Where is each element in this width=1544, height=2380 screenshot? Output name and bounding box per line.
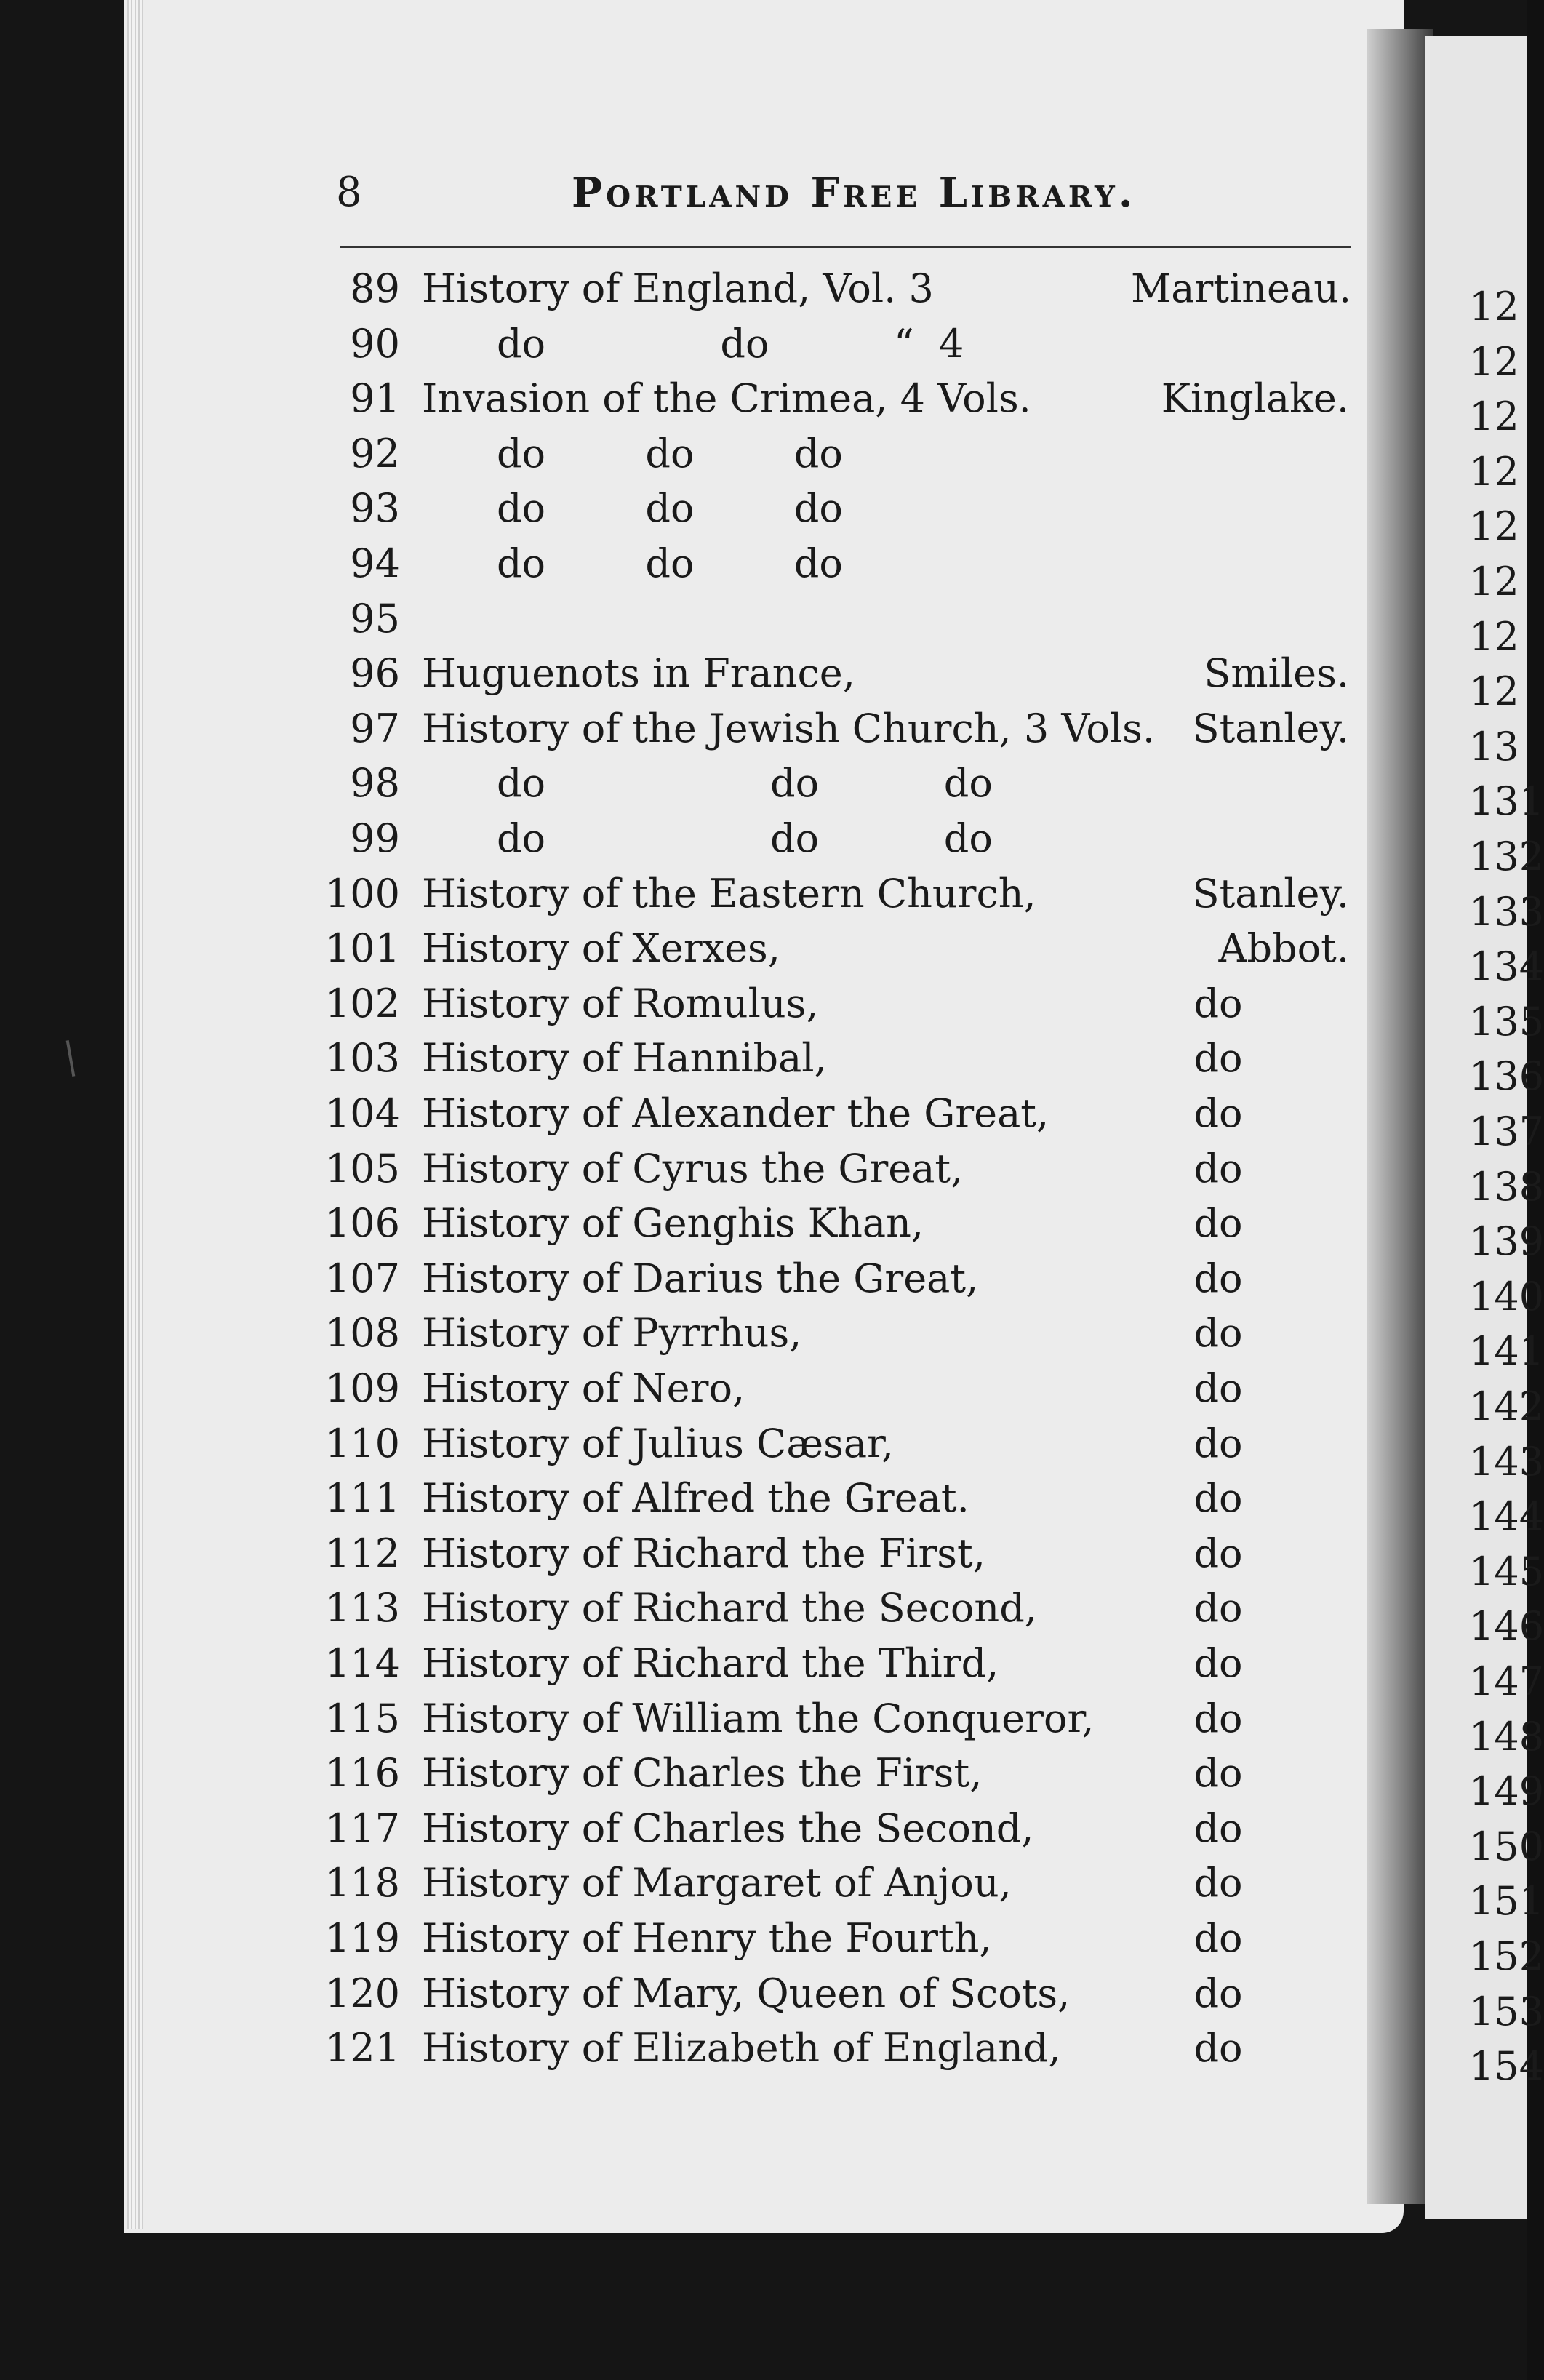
catalog-entry xyxy=(0,1090,1404,1146)
entry-author: do xyxy=(1193,1200,1243,1247)
entry-number: 111 xyxy=(324,1475,400,1522)
adjacent-entry-number: 13 xyxy=(1469,723,1519,770)
entry-author: do xyxy=(1193,1035,1243,1082)
catalog-entry xyxy=(0,706,1404,761)
entry-number: 118 xyxy=(324,1860,400,1906)
entry-number: 116 xyxy=(324,1750,400,1797)
adjacent-entry-number: 136 xyxy=(1469,1053,1544,1100)
catalog-entry xyxy=(0,925,1404,981)
adjacent-entry-number: 143 xyxy=(1469,1438,1544,1485)
catalog-entry xyxy=(0,321,1404,376)
entry-number: 100 xyxy=(324,870,400,917)
adjacent-entry-number: 12 xyxy=(1469,284,1519,330)
entry-number: 103 xyxy=(324,1035,400,1082)
catalog-entry xyxy=(0,431,1404,486)
entry-number: 109 xyxy=(324,1365,400,1411)
running-title: Portland Free Library. xyxy=(572,169,1137,217)
adjacent-entry-number: 12 xyxy=(1469,448,1519,495)
entry-author: do xyxy=(1193,1695,1243,1741)
entry-number: 121 xyxy=(324,2025,400,2072)
catalog-entry xyxy=(0,1475,1404,1530)
entry-title: History of Henry the Fourth, xyxy=(422,1915,992,1961)
entry-number: 89 xyxy=(350,265,400,311)
catalog-entry xyxy=(0,760,1404,815)
adjacent-entry-number: 135 xyxy=(1469,998,1544,1045)
entry-author: do xyxy=(1193,1805,1243,1851)
entry-author: Kinglake. xyxy=(1161,375,1349,422)
entry-number: 95 xyxy=(350,595,400,642)
entry-title: Invasion of the Crimea, 4 Vols. xyxy=(422,375,1031,422)
catalog-entry xyxy=(0,1640,1404,1696)
adjacent-entry-number: 133 xyxy=(1469,888,1544,935)
catalog-entry xyxy=(0,265,1404,321)
entry-author: do xyxy=(1193,1585,1243,1632)
catalog-entry xyxy=(0,2025,1404,2080)
entry-title: History of Cyrus the Great, xyxy=(422,1145,964,1191)
adjacent-entry-number: 153 xyxy=(1469,1988,1544,2034)
entry-number: 112 xyxy=(324,1530,400,1576)
entry-title: History of Richard the Second, xyxy=(422,1585,1037,1632)
entry-number: 115 xyxy=(324,1695,400,1741)
entry-title: History of Romulus, xyxy=(422,980,819,1026)
entry-author: do xyxy=(1193,1970,1243,2016)
entry-number: 108 xyxy=(324,1310,400,1357)
entry-number: 104 xyxy=(324,1090,400,1136)
entry-author: do xyxy=(1193,1310,1243,1357)
catalog-entry xyxy=(0,485,1404,540)
entry-title: History of Darius the Great, xyxy=(422,1255,979,1301)
entry-title: do do do xyxy=(422,760,993,807)
entry-title: History of Richard the Third, xyxy=(422,1640,999,1686)
entry-title: History of Pyrrhus, xyxy=(422,1310,802,1357)
entry-number: 98 xyxy=(350,760,400,807)
adjacent-entry-number: 148 xyxy=(1469,1713,1544,1760)
adjacent-entry-number: 142 xyxy=(1469,1383,1544,1429)
entry-author: do xyxy=(1193,1860,1243,1906)
entry-number: 93 xyxy=(350,485,400,532)
entry-author: do xyxy=(1193,1365,1243,1411)
entry-number: 97 xyxy=(350,705,400,751)
entry-title: History of Genghis Khan, xyxy=(422,1200,924,1247)
entry-author: Martineau. xyxy=(1131,265,1352,311)
entry-number: 101 xyxy=(324,925,400,972)
entry-author: do xyxy=(1193,1750,1243,1797)
catalog-entry xyxy=(0,1970,1404,2026)
entry-title: History of Elizabeth of England, xyxy=(422,2025,1061,2072)
catalog-entry xyxy=(0,1200,1404,1255)
entry-title: do do do xyxy=(422,540,843,586)
entry-number: 99 xyxy=(350,815,400,861)
entry-number: 102 xyxy=(324,980,400,1026)
entry-number: 107 xyxy=(324,1255,400,1301)
entry-number: 117 xyxy=(324,1805,400,1851)
entry-title: do do do xyxy=(422,485,843,532)
adjacent-entry-number: 131 xyxy=(1469,778,1544,825)
adjacent-entry-number: 12 xyxy=(1469,668,1519,715)
entry-title: History of Alfred the Great. xyxy=(422,1475,969,1522)
adjacent-entry-number: 12 xyxy=(1469,503,1519,550)
entry-number: 96 xyxy=(350,650,400,697)
entry-author: Stanley. xyxy=(1192,870,1349,917)
adjacent-entry-number: 141 xyxy=(1469,1328,1544,1375)
adjacent-entry-number: 146 xyxy=(1469,1603,1544,1650)
adjacent-entry-number: 132 xyxy=(1469,834,1544,879)
adjacent-entry-number: 12 xyxy=(1469,613,1519,660)
entry-number: 120 xyxy=(324,1970,400,2016)
entry-number: 110 xyxy=(324,1420,400,1466)
adjacent-entry-number: 12 xyxy=(1469,559,1519,604)
entry-author: do xyxy=(1193,980,1243,1026)
catalog-entry xyxy=(0,1530,1404,1586)
entry-title: History of the Jewish Church, 3 Vols. xyxy=(422,705,1156,751)
entry-number: 92 xyxy=(350,430,400,476)
catalog-entry xyxy=(0,1310,1404,1365)
catalog-entry xyxy=(0,1915,1404,1970)
entry-author: Abbot. xyxy=(1218,925,1349,972)
adjacent-entry-number: 147 xyxy=(1469,1658,1544,1704)
adjacent-entry-number: 12 xyxy=(1469,394,1519,440)
entry-author: do xyxy=(1193,1420,1243,1466)
header-rule xyxy=(340,246,1351,248)
catalog-entry xyxy=(0,540,1404,596)
adjacent-entry-number: 154 xyxy=(1469,2043,1544,2090)
entry-title: History of Charles the Second, xyxy=(422,1805,1034,1851)
entry-title: History of Richard the First, xyxy=(422,1530,985,1576)
adjacent-entry-number: 150 xyxy=(1469,1823,1544,1869)
adjacent-entry-number: 12 xyxy=(1469,338,1519,385)
entry-number: 105 xyxy=(324,1145,400,1191)
entry-title: History of Xerxes, xyxy=(422,925,780,972)
entry-author: do xyxy=(1193,1640,1243,1686)
catalog-entry xyxy=(0,1696,1404,1751)
adjacent-entry-number: 149 xyxy=(1469,1768,1544,1815)
entry-number: 119 xyxy=(324,1915,400,1961)
entry-title: History of William the Conqueror, xyxy=(422,1695,1095,1741)
entry-author: do xyxy=(1193,2025,1243,2072)
entry-author: do xyxy=(1193,1255,1243,1301)
adjacent-entry-number: 139 xyxy=(1469,1218,1544,1265)
entry-title: History of Nero, xyxy=(422,1365,745,1411)
entry-number: 113 xyxy=(324,1585,400,1632)
entry-author: Stanley. xyxy=(1192,705,1349,751)
catalog-entry xyxy=(0,1255,1404,1311)
entry-title: do do “ 4 xyxy=(422,320,964,367)
entry-title: Huguenots in France, xyxy=(422,650,855,697)
adjacent-entry-number: 140 xyxy=(1469,1273,1544,1319)
entry-title: do do do xyxy=(422,815,993,861)
entry-title: History of Charles the First, xyxy=(422,1750,983,1797)
entry-author: Smiles. xyxy=(1204,650,1349,697)
entry-author: do xyxy=(1193,1915,1243,1961)
adjacent-entry-number: 152 xyxy=(1469,1933,1544,1979)
catalog-entry xyxy=(0,871,1404,926)
catalog-entry xyxy=(0,815,1404,871)
catalog-entry xyxy=(0,1585,1404,1640)
adjacent-entry-number: 145 xyxy=(1469,1548,1544,1594)
entry-title: History of the Eastern Church, xyxy=(422,870,1036,917)
entry-author: do xyxy=(1193,1145,1243,1191)
adjacent-entry-number: 137 xyxy=(1469,1109,1544,1154)
entry-number: 106 xyxy=(324,1200,400,1247)
entry-title: History of England, Vol. 3 xyxy=(422,265,934,311)
adjacent-entry-number: 138 xyxy=(1469,1163,1544,1210)
entry-number: 91 xyxy=(350,375,400,422)
catalog-entry xyxy=(0,1146,1404,1201)
catalog-entry xyxy=(0,1421,1404,1476)
entry-author: do xyxy=(1193,1530,1243,1576)
entry-title: History of Mary, Queen of Scots, xyxy=(422,1970,1071,2016)
entry-number: 94 xyxy=(350,540,400,586)
catalog-entry xyxy=(0,1860,1404,1915)
catalog-entry xyxy=(0,981,1404,1036)
catalog-entry xyxy=(0,1035,1404,1090)
catalog-entry xyxy=(0,596,1404,651)
entry-number: 90 xyxy=(350,320,400,367)
entry-author: do xyxy=(1193,1475,1243,1522)
adjacent-entry-number: 144 xyxy=(1469,1493,1544,1540)
page-number: 8 xyxy=(336,169,362,216)
entry-author: do xyxy=(1193,1090,1243,1136)
entry-title: History of Julius Cæsar, xyxy=(422,1420,895,1466)
catalog-entry xyxy=(0,1805,1404,1861)
catalog-entry xyxy=(0,1750,1404,1805)
adjacent-entry-number: 134 xyxy=(1469,943,1544,990)
adjacent-entry-number: 151 xyxy=(1469,1878,1544,1925)
entry-title: History of Margaret of Anjou, xyxy=(422,1860,1012,1906)
entry-title: History of Hannibal, xyxy=(422,1035,827,1082)
entry-number: 114 xyxy=(324,1640,400,1686)
catalog-entry xyxy=(0,375,1404,431)
entry-title: do do do xyxy=(422,430,843,476)
catalog-entry xyxy=(0,650,1404,706)
entry-title: History of Alexander the Great, xyxy=(422,1090,1049,1136)
catalog-entry xyxy=(0,1365,1404,1421)
